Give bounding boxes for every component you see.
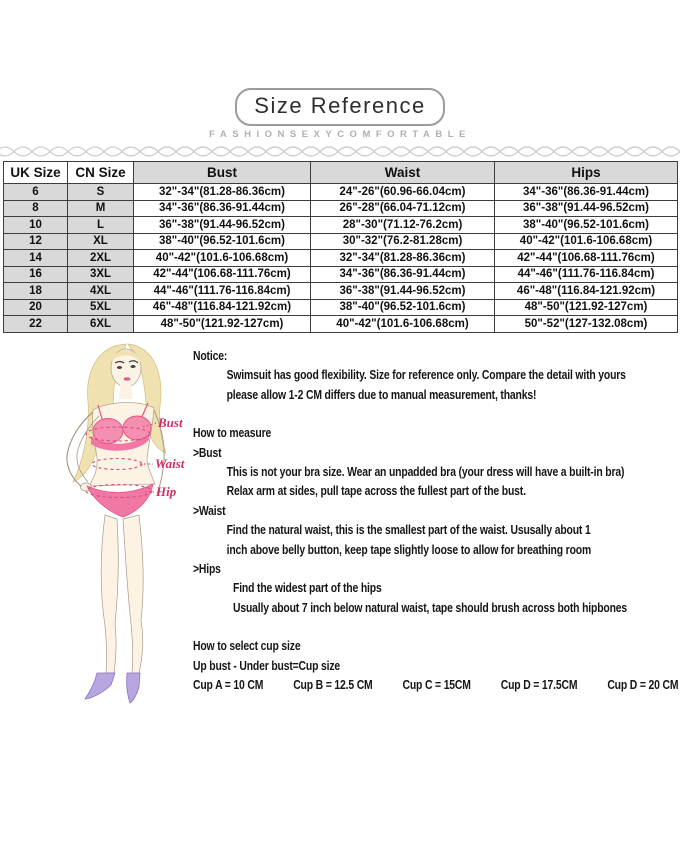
left-eye (117, 366, 122, 369)
table-row (4, 266, 678, 283)
waist-instruction: inch above belly button, keep tape slightly loose to allow for breathing room (226, 541, 592, 557)
cell-waist: 32"-34"(81.28-86.36cm) (311, 250, 495, 267)
table-row (4, 184, 678, 201)
table-row (4, 299, 678, 316)
cell-cn: 5XL (68, 299, 134, 316)
waist-heading: >Waist (193, 502, 226, 518)
cell-hips: 50"-52"(127-132.08cm) (495, 316, 678, 333)
cell-hips: 38"-40"(96.52-101.6cm) (495, 217, 678, 234)
cell-uk: 16 (4, 266, 68, 283)
instructions-column (193, 346, 680, 695)
cell-bust: 40"-42"(101.6-106.68cm) (134, 250, 311, 267)
cell-uk: 12 (4, 233, 68, 250)
waist-instruction: Find the natural waist, this is the smallest part of the waist. Ususally about 1 (226, 522, 591, 538)
table-row (4, 250, 678, 267)
table-row (4, 316, 678, 333)
cell-waist: 26"-28"(66.04-71.12cm) (311, 200, 495, 217)
right-leg (123, 515, 143, 673)
bikini-bottom (87, 484, 153, 517)
neck (119, 385, 133, 399)
cell-cn: 2XL (68, 250, 134, 267)
cell-uk: 22 (4, 316, 68, 333)
cell-bust: 46"-48"(116.84-121.92cm) (134, 299, 311, 316)
table-row (4, 217, 678, 234)
spacer (193, 404, 680, 423)
table-row (4, 233, 678, 250)
hips-instruction: Usually about 7 inch below natural waist, tape should brush across both hipbones (233, 599, 628, 615)
cell-waist: 24"-26"(60.96-66.04cm) (311, 184, 495, 201)
cell-bust: 48"-50"(121.92-127cm) (134, 316, 311, 333)
cell-cn: 3XL (68, 266, 134, 283)
cell-hips: 42"-44"(106.68-111.76cm) (495, 250, 678, 267)
hips-instruction: Find the widest part of the hips (233, 580, 382, 596)
cup-size-title: How to select cup size (193, 638, 301, 654)
header (0, 88, 680, 126)
cell-waist: 28"-30"(71.12-76.2cm) (311, 217, 495, 234)
wave-divider-icon (0, 144, 680, 159)
left-leg (101, 515, 118, 673)
column-header-cn-size: CN Size (68, 162, 134, 184)
lips (124, 377, 131, 380)
cell-uk: 20 (4, 299, 68, 316)
notice-line: please allow 1-2 CM differs due to manual measurement, thanks! (226, 386, 537, 402)
cup-value: Cup C = 15CM (402, 677, 471, 693)
cell-waist: 36"-38"(91.44-96.52cm) (311, 283, 495, 300)
table-header-row (4, 162, 678, 184)
cell-waist: 40"-42"(101.6-106.68cm) (311, 316, 495, 333)
table-row (4, 200, 678, 217)
cell-hips: 40"-42"(101.6-106.68cm) (495, 233, 678, 250)
size-chart-table (3, 161, 678, 333)
cup-value: Cup A = 10 CM (193, 677, 264, 693)
notice-title: Notice: (193, 348, 228, 363)
column-header-hips: Hips (495, 162, 678, 184)
page-title: Size Reference (235, 88, 444, 126)
cell-hips: 36"-38"(91.44-96.52cm) (495, 200, 678, 217)
table-row (4, 283, 678, 300)
cup-formula: Up bust - Under bust=Cup size (193, 657, 341, 673)
cell-waist: 30"-32"(76.2-81.28cm) (311, 233, 495, 250)
hips-heading: >Hips (193, 561, 221, 577)
tagline: FASHIONSEXYCOMFORTABLE (209, 129, 471, 140)
cup-values-row (193, 675, 680, 694)
cell-uk: 10 (4, 217, 68, 234)
cell-waist: 38"-40"(96.52-101.6cm) (311, 299, 495, 316)
cup-value: Cup D = 20 CM (607, 677, 679, 693)
cell-bust: 36"-38"(91.44-96.52cm) (134, 217, 311, 234)
cell-cn: 4XL (68, 283, 134, 300)
right-heel (127, 673, 140, 703)
cell-bust: 42"-44"(106.68-111.76cm) (134, 266, 311, 283)
cell-hips: 48"-50"(121.92-127cm) (495, 299, 678, 316)
column-header-waist: Waist (311, 162, 495, 184)
cell-hips: 46"-48"(116.84-121.92cm) (495, 283, 678, 300)
column-header-bust: Bust (134, 162, 311, 184)
cell-cn: M (68, 200, 134, 217)
bust-instruction: This is not your bra size. Wear an unpadded bra (your dress will have a built-in bra) (226, 464, 625, 480)
cell-uk: 14 (4, 250, 68, 267)
cell-uk: 18 (4, 283, 68, 300)
how-to-measure-title: How to measure (193, 425, 272, 441)
waist-label: Waist (155, 456, 185, 471)
cell-bust: 44"-46"(111.76-116.84cm) (134, 283, 311, 300)
bust-heading: >Bust (193, 444, 222, 460)
cell-cn: XL (68, 233, 134, 250)
cell-hips: 44"-46"(111.76-116.84cm) (495, 266, 678, 283)
right-eye (130, 365, 135, 368)
cell-bust: 38"-40"(96.52-101.6cm) (134, 233, 311, 250)
left-heel (85, 673, 115, 699)
cup-value: Cup D = 17.5CM (500, 677, 578, 693)
cell-hips: 34"-36"(86.36-91.44cm) (495, 184, 678, 201)
cell-bust: 32"-34"(81.28-86.36cm) (134, 184, 311, 201)
cell-cn: S (68, 184, 134, 201)
measurement-figure (27, 336, 197, 708)
cell-cn: L (68, 217, 134, 234)
cell-uk: 8 (4, 200, 68, 217)
notice-line: Swimsuit has good flexibility. Size for reference only. Compare the detail with yours (226, 367, 626, 383)
cell-uk: 6 (4, 184, 68, 201)
cell-cn: 6XL (68, 316, 134, 333)
cup-value: Cup B = 12.5 CM (293, 677, 373, 693)
cell-bust: 34"-36"(86.36-91.44cm) (134, 200, 311, 217)
cell-waist: 34"-36"(86.36-91.44cm) (311, 266, 495, 283)
bust-label: Bust (158, 415, 183, 430)
bust-instruction: Relax arm at sides, pull tape across the fullest part of the bust. (226, 483, 526, 499)
hip-label: Hip (156, 484, 177, 499)
column-header-uk-size: UK Size (4, 162, 68, 184)
spacer (193, 617, 680, 636)
